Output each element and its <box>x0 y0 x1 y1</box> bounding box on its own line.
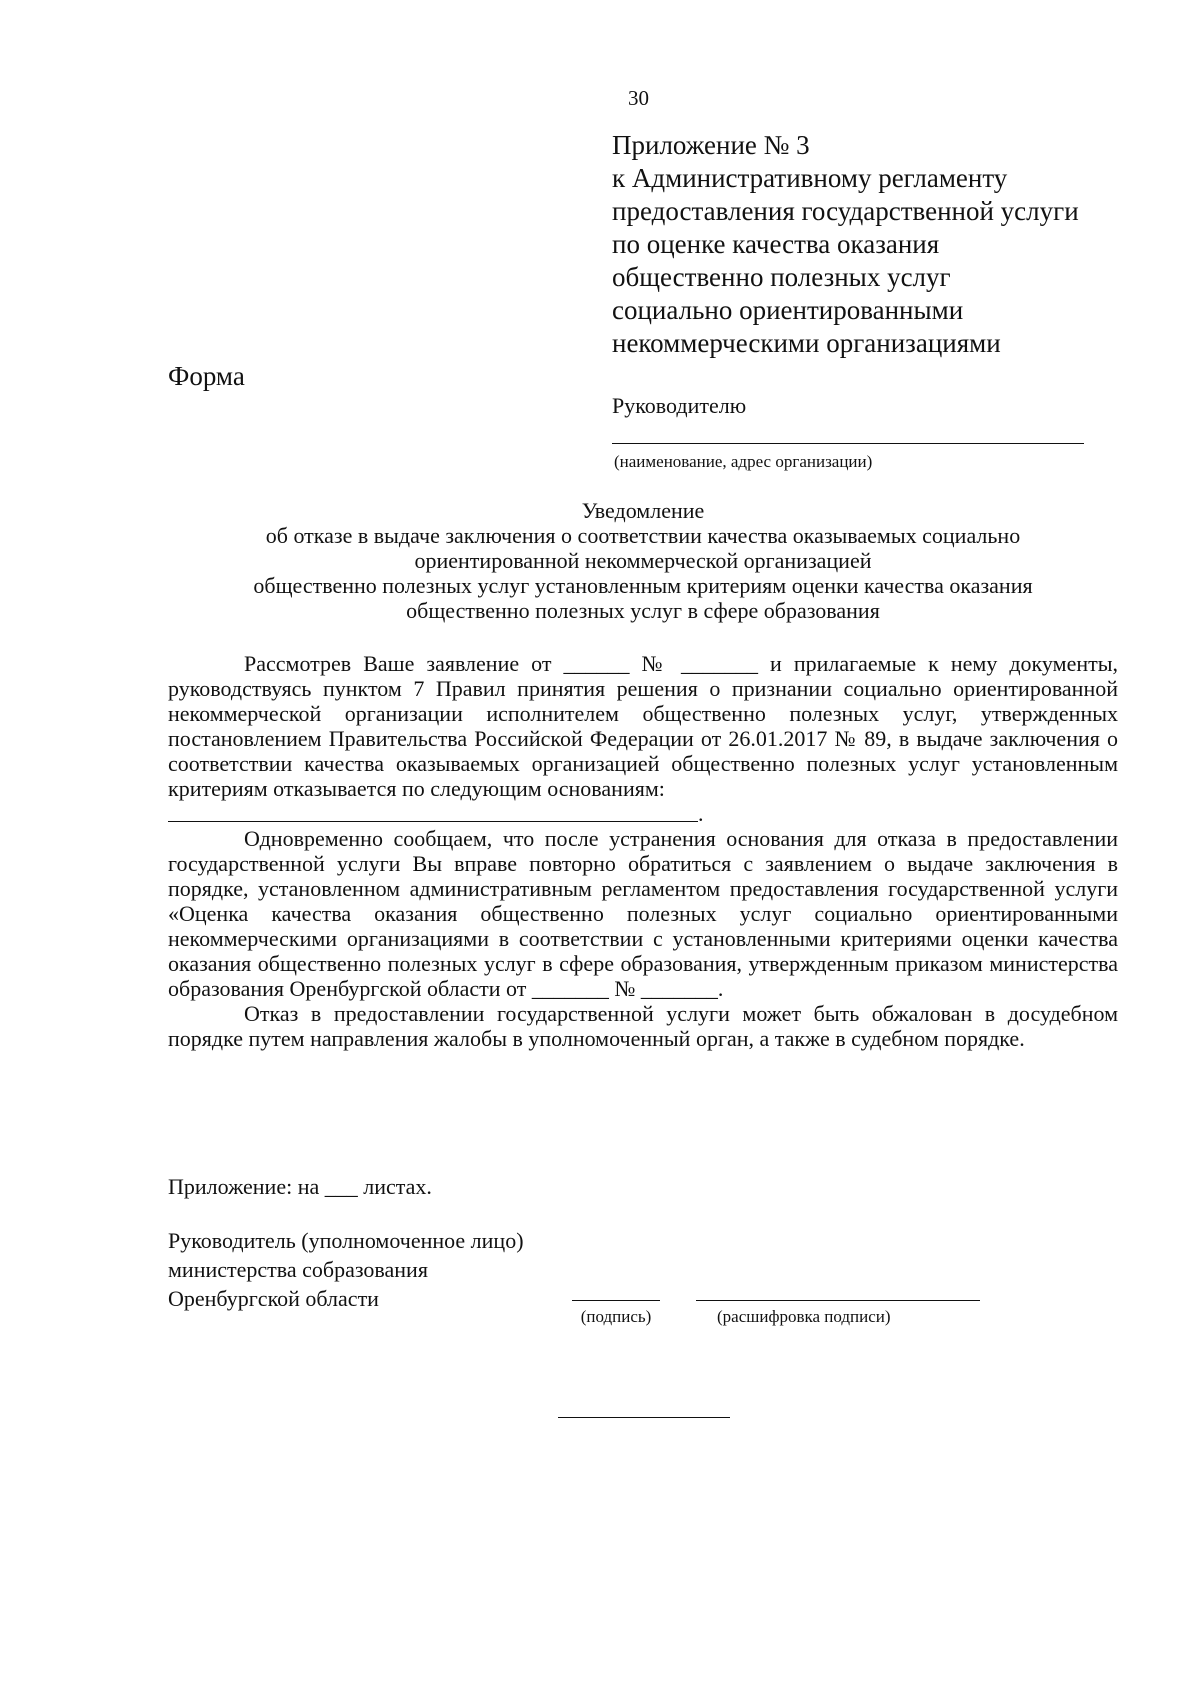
refusal-basis-field <box>168 801 1118 826</box>
notice-body <box>168 651 1118 1051</box>
form-label: Форма <box>168 361 245 391</box>
appendix-line: предоставления государственной услуги <box>612 196 1079 226</box>
appendix-line: общественно полезных услуг <box>612 262 951 292</box>
body-paragraph-review: Рассмотрев Ваше заявление от ______ № _______ и прилагаемые к нему документы, руководствуясь пунктом 7 Правил принятия решения о признании социально ориентированной некоммерческой организации исполнителем общественно полезных услуг, утвержденных постановлением Правительства Российской Федерации от 26.01.2017 № 89, в выдаче заключения о соответствии качества оказываемых организацией общественно полезных услуг установленным критериям отказывается по следующим основаниям: <box>168 651 1118 801</box>
appendix-line: некоммерческими организациями <box>612 328 1001 358</box>
end-of-document-rule <box>558 1417 730 1418</box>
appendix-line: к Административному регламенту <box>612 163 1008 193</box>
signer-line: Оренбургской области <box>168 1286 379 1311</box>
notice-title: Уведомление <box>581 498 705 523</box>
notice-subtitle-line: ориентированной некоммерческой организацией <box>414 548 872 573</box>
signer-line: министерства собразования <box>168 1257 428 1282</box>
body-paragraph-reapply: Одновременно сообщаем, что после устранения основания для отказа в предоставлении государственной услуги Вы вправе повторно обратиться с заявлением о выдаче заключения в порядке, установленном административным регламентом предоставления государственной услуги «Оценка качества оказания общественно полезных услуг социально ориентированными некоммерческими организациями в соответствии с установленными критериями оценки качества оказания общественно полезных услуг в сфере образования, утвержденным приказом министерства образования Оренбургской области от _______ № _______. <box>168 826 1118 1001</box>
body-paragraph-appeal: Отказ в предоставлении государственной услуги может быть обжалован в досудебном порядке путем направления жалобы в уполномоченный орган, а также в судебном порядке. <box>168 1001 1118 1051</box>
notice-heading <box>168 498 1118 623</box>
addressee-title: Руководителю <box>612 393 747 418</box>
page-number: 30 <box>628 86 649 110</box>
signature-decode-field <box>696 1300 980 1327</box>
notice-subtitle-line: об отказе в выдаче заключения о соответствии качества оказываемых социально <box>265 523 1021 548</box>
signature-decode-blank-line <box>696 1300 980 1301</box>
notice-subtitle-line: общественно полезных услуг в сфере образования <box>406 598 880 623</box>
signature-field <box>572 1300 660 1327</box>
appendix-header <box>612 129 1079 360</box>
addressee-caption: (наименование, адрес организации) <box>614 452 873 471</box>
refusal-basis-period: . <box>698 801 704 826</box>
notice-subtitle-line: общественно полезных услуг установленным критериям оценки качества оказания <box>253 573 1033 598</box>
appendix-line: по оценке качества оказания <box>612 229 940 259</box>
signature-caption: (подпись) <box>580 1307 652 1326</box>
addressee-blank-line <box>612 443 1084 444</box>
appendix-line: Приложение № 3 <box>612 130 810 160</box>
signature-blank-line <box>572 1300 660 1301</box>
attachment-note: Приложение: на ___ листах. <box>168 1174 432 1199</box>
signer-block <box>168 1226 524 1313</box>
addressee-block <box>612 393 1084 472</box>
signature-decode-caption: (расшифровка подписи) <box>717 1307 891 1326</box>
refusal-basis-blank-line <box>168 821 698 822</box>
appendix-line: социально ориентированными <box>612 295 964 325</box>
signer-line: Руководитель (уполномоченное лицо) <box>168 1228 524 1253</box>
